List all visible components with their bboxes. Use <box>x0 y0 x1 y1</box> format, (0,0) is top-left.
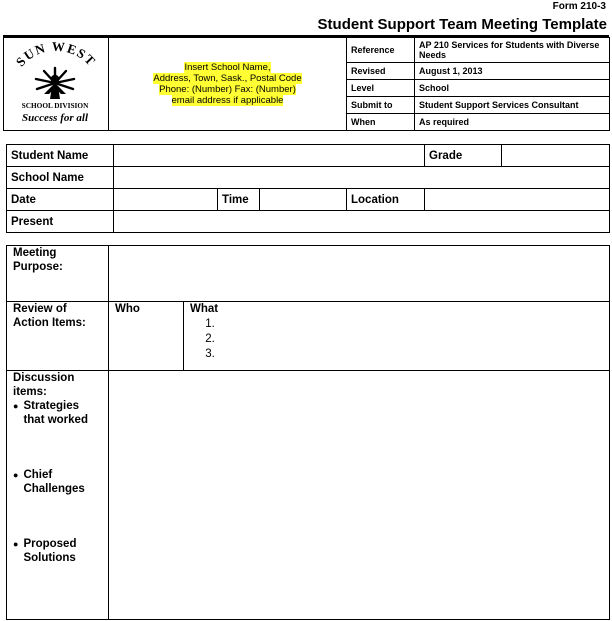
time-label: Time <box>218 189 260 211</box>
meta-label-level: Level <box>347 80 415 97</box>
location-field[interactable] <box>425 189 610 211</box>
bullet-strategies <box>13 400 102 427</box>
date-field[interactable] <box>114 189 218 211</box>
bullet-icon: ● <box>13 470 19 480</box>
meeting-table <box>6 245 610 620</box>
sun-west-logo <box>4 39 107 128</box>
address-line-4: email address if applicable <box>171 95 284 106</box>
present-label: Present <box>7 211 114 233</box>
what-column[interactable] <box>184 302 610 371</box>
meeting-purpose-label: Meeting Purpose: <box>7 246 109 302</box>
bullet-icon: ● <box>13 401 19 411</box>
school-address <box>109 62 346 106</box>
meta-value-level: School <box>415 80 610 97</box>
student-name-label: Student Name <box>7 145 114 167</box>
date-label: Date <box>7 189 114 211</box>
address-line-1: Insert School Name, <box>184 62 271 73</box>
discussion-items-label: Discussion items: <box>13 372 75 398</box>
what-label: What <box>190 303 219 315</box>
address-line-2: Address, Town, Sask., Postal Code <box>153 73 302 84</box>
meeting-purpose-field[interactable] <box>109 246 610 302</box>
bullet-label: Chief Challenges <box>23 469 85 495</box>
logo-tagline: Success for all <box>22 111 88 124</box>
who-label: Who <box>115 303 140 315</box>
logo-division: SCHOOL DIVISION <box>21 100 89 110</box>
document-title: Student Support Team Meeting Template <box>317 16 607 33</box>
header-table <box>3 37 610 131</box>
logo-arc-text: SUN WEST <box>12 38 100 69</box>
discussion-field[interactable] <box>109 371 610 620</box>
action-item[interactable] <box>218 317 603 332</box>
grade-label: Grade <box>425 145 502 167</box>
bullet-icon: ● <box>13 539 19 549</box>
logo-figure <box>44 74 66 98</box>
bullet-challenges <box>13 469 102 496</box>
meta-label-revised: Revised <box>347 63 415 80</box>
form-number: Form 210-3 <box>552 1 606 12</box>
action-item-list <box>190 317 603 362</box>
meta-value-revised: August 1, 2013 <box>415 63 610 80</box>
grade-field[interactable] <box>502 145 610 167</box>
address-line-3: Phone: (Number) Fax: (Number) <box>159 84 296 95</box>
student-name-field[interactable] <box>114 145 425 167</box>
meta-label-when: When <box>347 114 415 131</box>
action-item[interactable] <box>218 332 603 347</box>
present-field[interactable] <box>114 211 610 233</box>
action-item[interactable] <box>218 347 603 362</box>
time-field[interactable] <box>260 189 347 211</box>
location-label: Location <box>347 189 425 211</box>
bullet-solutions <box>13 538 102 565</box>
review-action-items-label: Review of Action Items: <box>7 302 109 371</box>
who-column[interactable] <box>109 302 184 371</box>
meta-label-submit-to: Submit to <box>347 97 415 114</box>
meta-label-reference: Reference <box>347 38 415 63</box>
meta-value-submit-to: Student Support Services Consultant <box>415 97 610 114</box>
logo-cell <box>4 38 109 131</box>
school-name-label: School Name <box>7 167 114 189</box>
student-info-table <box>6 144 610 233</box>
bullet-label: Strategies that worked <box>23 400 88 426</box>
bullet-label: Proposed Solutions <box>23 538 77 564</box>
discussion-items-cell <box>7 371 109 620</box>
school-name-field[interactable] <box>114 167 610 189</box>
meta-value-reference: AP 210 Services for Students with Diverse Needs <box>415 38 610 63</box>
school-address-cell <box>109 38 347 131</box>
meta-value-when: As required <box>415 114 610 131</box>
